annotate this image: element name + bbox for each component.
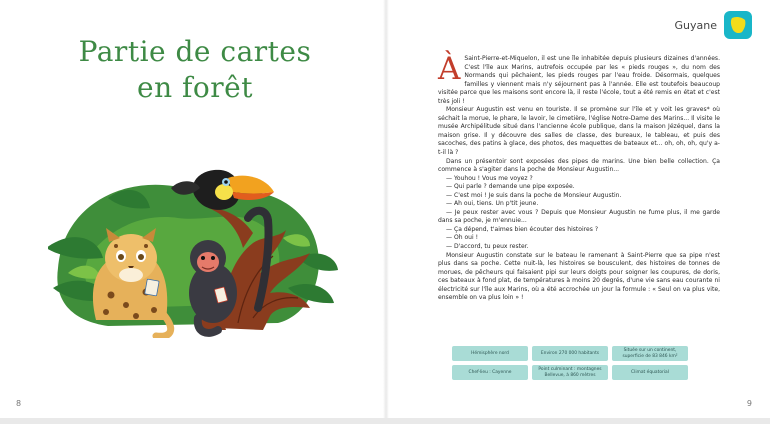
fact-capital: Chef-lieu : Cayenne — [452, 365, 528, 380]
drop-cap: À — [438, 51, 461, 87]
page-number-right: 9 — [746, 399, 752, 408]
dialogue-line: — D'accord, tu peux rester. — [446, 243, 529, 251]
fact-climate: Climat équatorial — [612, 365, 688, 380]
fact-boxes — [452, 346, 690, 380]
fact-population: Environ 270 000 habitants — [532, 346, 608, 361]
paragraph-1-text: Saint-Pierre-et-Miquelon, il est une île inhabitée depuis plusieurs dizaines d'années. C'est l'île aux Marins, autrefois occupée par les « pieds rouges », du nom des Normands qui pêchaient, les pieds rouges par l'eau froide. Désormais, quelques familles y viennent mais n'y séjournent pas à l'année. Elle est toutefois beaucoup visitée parce que les maisons sont encore là, il reste l'école, tout a été remis en état et c'est très joli ! — [438, 55, 720, 105]
guyane-map-icon — [723, 10, 753, 40]
paragraph-2: Monsieur Augustin est venu en touriste. Il se promène sur l'île et y voit les graves* où séchait la morue, le phare, le lavoir, le cimetière, l'église Notre-Dame des Marins... Il visite le musée Archipélitude situé dans l'ancienne école publique, dans la maison Jézéquel, dans la maison grise. Il y découvre des salles de classe, des bureaux, le tableau, et puis des sacoches, des patins à glace, des photos, des maquettes de bateaux et... oh, oh, oh, qu'y a-t-il là ? — [438, 106, 720, 157]
dialogue-line: — Qui parle ? demande une pipe exposée. — [446, 183, 575, 191]
page-number-left: 8 — [16, 399, 22, 408]
region-label: Guyane — [674, 19, 717, 32]
jungle-animals-illustration — [48, 138, 338, 338]
fact-highest-point: Point culminant : montagnes Bellevue, à 860 mètres — [532, 365, 608, 380]
dialogue-line: — Ah oui, tiens. Un p'tit jeune. — [446, 200, 539, 208]
dialogue-line: — Ça dépend, t'aimes bien écouter des histoires ? — [446, 225, 599, 233]
dialogue-line: — Je peux rester avec vous ? Depuis que Monsieur Augustin ne fume plus, il me garde dans sa poche, je m'ennuie... — [438, 208, 720, 225]
paragraph-3: Dans un présentoir sont exposées des pipes de marins. Une bien belle collection. Ça commence à s'agiter dans la poche de Monsieur Augustin... — [438, 157, 720, 174]
dialogue-line: — C'est moi ! Je suis dans la poche de Monsieur Augustin. — [446, 191, 622, 199]
paragraph-final: Monsieur Augustin constate sur le bateau le ramenant à Saint-Pierre que sa pipe n'est plus dans sa poche. Cette nuit-là, les histoires se bousculent, des histoires de tonnes de morues, de pêcheurs qui faisaient pipi sur leurs doigts pour soigner les coupures, de doris, ces bateaux à fond plat, de températures à moins 20 degrés, d'une vie sans eau courante ni électricité sur l'île aux Marins, où a été accrochée un jour la formule : « Seul on va plus vite, ensemble on va plus loin » ! — [438, 251, 720, 302]
title-line-1: Partie de cartes — [78, 35, 312, 68]
title-line-2: en forêt — [137, 71, 253, 104]
region-header — [675, 10, 754, 44]
story-text — [438, 51, 720, 303]
fact-area: Située sur un continent, superficie de 83 846 km² — [612, 346, 688, 361]
dialogue-line: — Youhou ! Vous me voyez ? — [446, 174, 533, 182]
fact-hemisphere: Hémisphère nord — [452, 346, 528, 361]
story-title — [60, 34, 330, 106]
dialogue-line: — Oh oui ! — [446, 234, 479, 242]
book-gutter — [383, 0, 389, 424]
paragraph-1 — [438, 51, 720, 106]
page-bottom-edge — [0, 418, 770, 424]
